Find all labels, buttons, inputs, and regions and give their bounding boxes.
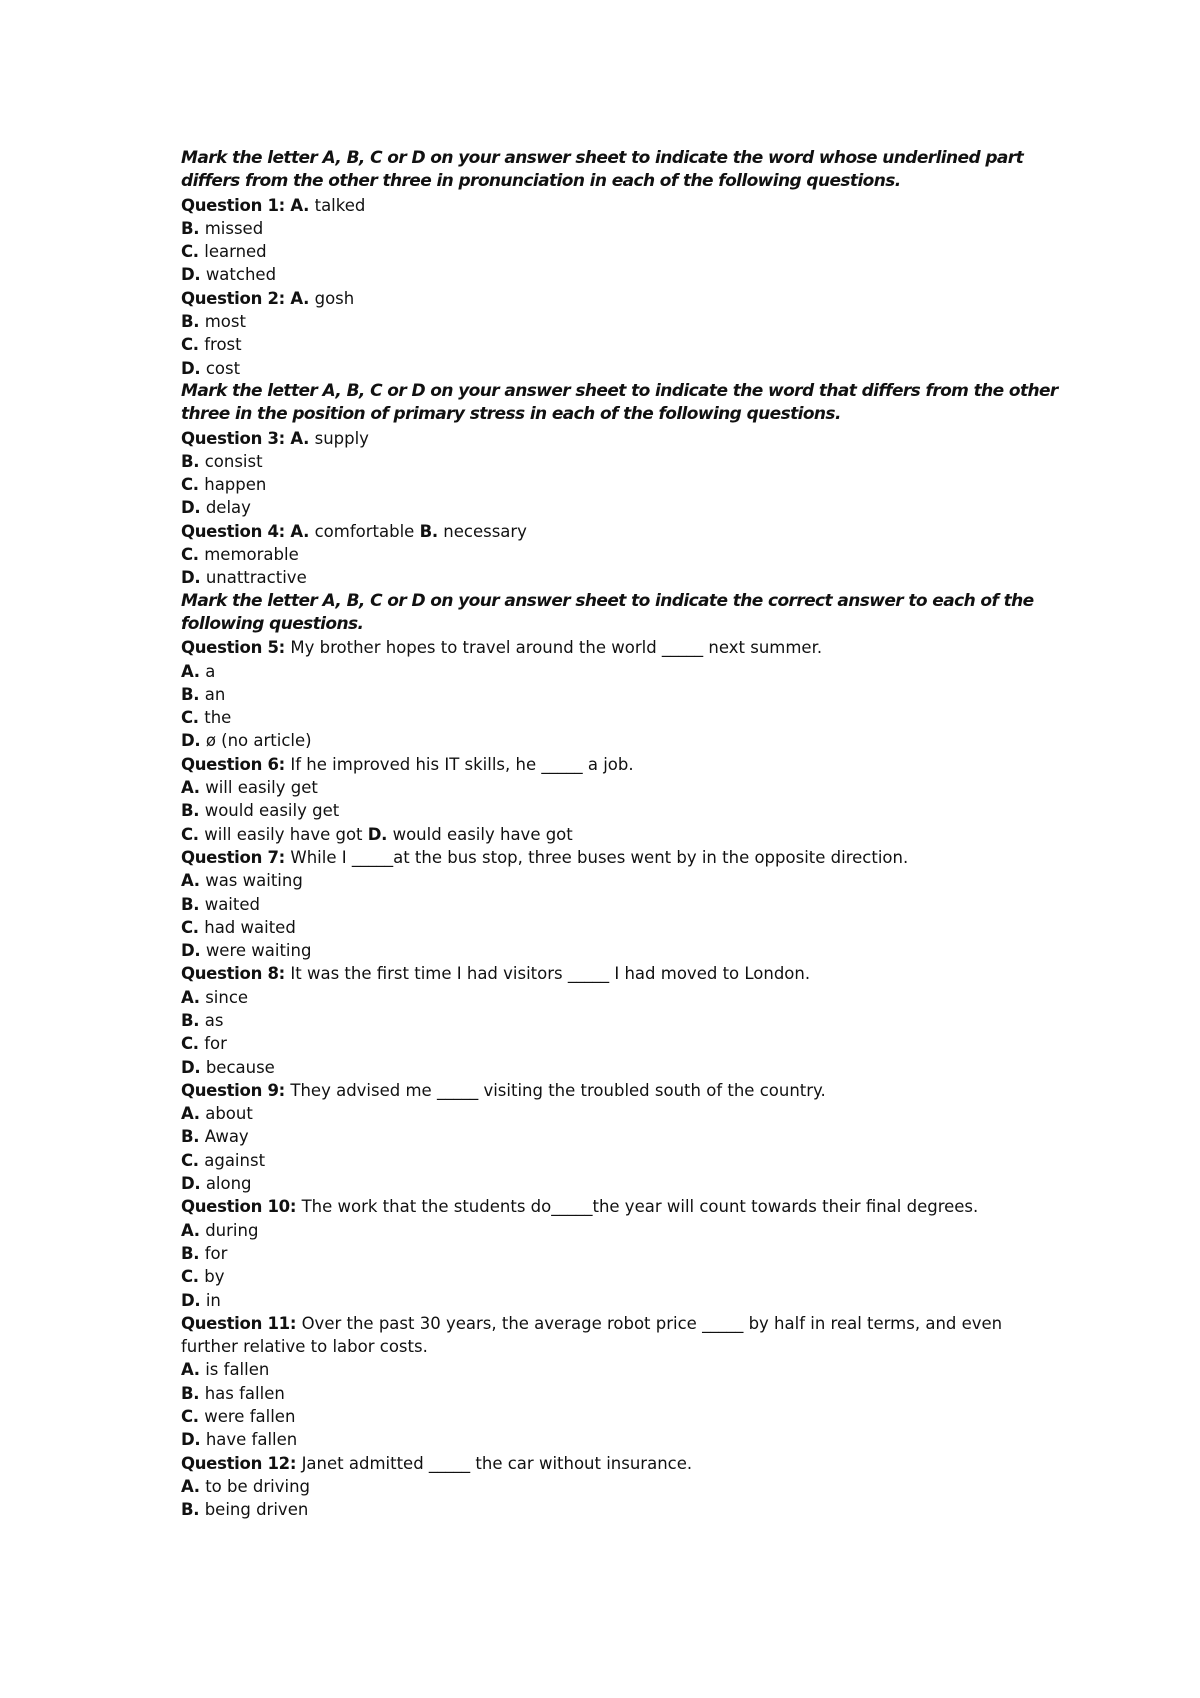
question-line (181, 823, 1061, 846)
answer-text: memorable (204, 545, 299, 565)
answer-text: My brother hopes to travel around the world _____ next summer. (290, 638, 823, 658)
question-line (181, 1172, 1061, 1195)
question-label: B. (181, 1010, 205, 1030)
section-instruction: Mark the letter A, B, C or D on your answer sheet to indicate the word that differs from the other three in the position of primary stress in each of the following questions. (181, 380, 1058, 425)
question-label: C. (181, 1150, 205, 1170)
question-label: A. (290, 521, 315, 541)
question-label: A. (181, 871, 206, 891)
question-line (181, 660, 1061, 683)
question-label: B. (181, 451, 205, 471)
question-line (181, 986, 1061, 1009)
question-line (181, 1289, 1061, 1312)
question-line (181, 916, 1061, 939)
answer-text: further relative to labor costs. (181, 1337, 428, 1357)
question-line (181, 1428, 1061, 1451)
question-line (181, 1102, 1061, 1125)
answer-text: Over the past 30 years, the average robot price _____ by half in real terms, and even (301, 1313, 1003, 1333)
answer-text: cost (205, 358, 241, 378)
section-instruction: Mark the letter A, B, C or D on your answer sheet to indicate the word whose underlined part differs from the other three in pronunciation in each of the following questions. (181, 148, 1024, 192)
question-line (181, 776, 1061, 799)
question-line (181, 636, 1061, 659)
section-instruction: Mark the letter A, B, C or D on your answer sheet to indicate the correct answer to each of the following questions. (181, 590, 1034, 634)
question-label: Question 12: (181, 1453, 302, 1473)
question-line (181, 310, 1061, 333)
question-label: C. (181, 708, 205, 728)
question-label: A. (290, 428, 315, 448)
answer-text: was waiting (205, 871, 303, 891)
question-label: A. (181, 661, 206, 681)
question-line (181, 1382, 1061, 1405)
question-label: B. (181, 1383, 205, 1403)
answer-text: for (204, 1243, 228, 1263)
answer-text: frost (204, 335, 242, 355)
question-label: Question 4: (181, 521, 291, 541)
question-line (181, 287, 1061, 310)
answer-text: has fallen (204, 1383, 285, 1403)
question-line (181, 893, 1061, 916)
question-label: Question 11: (181, 1313, 302, 1333)
question-line (181, 1312, 1061, 1335)
answer-text: necessary (443, 521, 527, 541)
question-line (181, 1475, 1061, 1498)
answer-text: have fallen (205, 1430, 298, 1450)
answer-text: as (204, 1010, 224, 1030)
question-line (181, 1219, 1061, 1242)
answer-text: will easily get (205, 778, 318, 798)
answer-text: a (205, 661, 216, 681)
question-label: D. (181, 941, 206, 961)
answer-text: for (204, 1034, 227, 1054)
question-label: A. (181, 987, 206, 1007)
question-line (181, 753, 1061, 776)
answer-text: supply (314, 428, 369, 448)
answer-text: consist (204, 451, 263, 471)
question-label: A. (181, 1220, 206, 1240)
question-label: Question 10: (181, 1197, 302, 1217)
question-label: A. (181, 1476, 206, 1496)
answer-text: will easily have got (204, 824, 368, 844)
question-label: B. (181, 1500, 205, 1520)
question-line (181, 1405, 1061, 1428)
answer-text: an (204, 684, 226, 704)
answer-text: during (205, 1220, 259, 1240)
answer-text: were waiting (205, 941, 312, 961)
question-label: Question 7: (181, 847, 291, 867)
question-line (181, 1195, 1061, 1218)
answer-text: It was the first time I had visitors _____ I had moved to London. (290, 964, 811, 984)
question-line (181, 1265, 1061, 1288)
question-label: A. (181, 778, 206, 798)
question-label: C. (181, 335, 205, 355)
answer-text: missed (204, 218, 264, 238)
question-line (181, 357, 1061, 380)
answer-text: would easily get (204, 801, 340, 821)
question-label: A. (181, 1104, 206, 1124)
question-line (181, 1009, 1061, 1032)
answer-text: watched (205, 265, 277, 285)
answer-text: While I _____at the bus stop, three buses went by in the opposite direction. (290, 847, 909, 867)
question-label: C. (181, 475, 205, 495)
question-line (181, 217, 1061, 240)
question-label: B. (181, 312, 205, 332)
question-label: D. (181, 265, 206, 285)
question-label: C. (181, 1407, 205, 1427)
question-line (181, 566, 1061, 589)
answer-text: Away (204, 1127, 249, 1147)
question-line (181, 846, 1061, 869)
answer-text: had waited (204, 917, 296, 937)
question-label: C. (181, 917, 205, 937)
question-line (181, 1498, 1061, 1521)
answer-text: were fallen (204, 1407, 296, 1427)
answer-text: being driven (204, 1500, 309, 1520)
question-label: Question 3: (181, 428, 291, 448)
answer-text: because (205, 1057, 275, 1077)
question-line (181, 869, 1061, 892)
question-line (181, 520, 1061, 543)
question-line (181, 706, 1061, 729)
question-label: B. (181, 894, 205, 914)
answer-text: gosh (314, 288, 355, 308)
question-label: D. (181, 1174, 206, 1194)
question-label: A. (290, 195, 315, 215)
answer-text: would easily have got (392, 824, 573, 844)
answer-text: in (205, 1290, 221, 1310)
answer-text: comfortable (314, 521, 420, 541)
question-label: Question 8: (181, 964, 291, 984)
answer-text: delay (205, 498, 251, 518)
question-line (181, 962, 1061, 985)
document-page (181, 147, 1061, 1522)
question-line (181, 450, 1061, 473)
question-label: D. (181, 358, 206, 378)
question-label: D. (181, 1430, 206, 1450)
question-label: Question 9: (181, 1080, 291, 1100)
question-line (181, 333, 1061, 356)
answer-text: since (205, 987, 249, 1007)
question-label: C. (181, 1034, 205, 1054)
question-label: D. (181, 1290, 206, 1310)
answer-text: learned (204, 242, 267, 262)
answer-text: about (205, 1104, 253, 1124)
answer-text: Janet admitted _____ the car without insurance. (301, 1453, 693, 1473)
question-line (181, 1032, 1061, 1055)
question-line (181, 194, 1061, 217)
question-label: D. (181, 498, 206, 518)
question-label: A. (181, 1360, 206, 1380)
question-label: B. (181, 1127, 205, 1147)
question-label: B. (181, 1243, 205, 1263)
question-label: A. (290, 288, 315, 308)
answer-text: unattractive (205, 568, 307, 588)
question-label: B. (181, 218, 205, 238)
question-line (181, 263, 1061, 286)
question-line (181, 799, 1061, 822)
question-line (181, 543, 1061, 566)
question-label: Question 1: (181, 195, 291, 215)
answer-text: the (204, 708, 232, 728)
question-label: B. (181, 801, 205, 821)
question-label: C. (181, 1267, 205, 1287)
question-line (181, 240, 1061, 263)
question-line (181, 496, 1061, 519)
question-label: Question 5: (181, 638, 291, 658)
answer-text: is fallen (205, 1360, 270, 1380)
question-label: D. (181, 731, 206, 751)
question-label: C. (181, 824, 205, 844)
question-line (181, 729, 1061, 752)
question-line (181, 1335, 1061, 1358)
question-line (181, 1149, 1061, 1172)
answer-text: ø (no article) (205, 731, 312, 751)
question-label: B. (419, 521, 444, 541)
answer-text: against (204, 1150, 266, 1170)
question-label: B. (181, 684, 205, 704)
answer-text: waited (204, 894, 260, 914)
question-line (181, 1242, 1061, 1265)
question-line (181, 939, 1061, 962)
question-label: Question 2: (181, 288, 291, 308)
answer-text: to be driving (205, 1476, 311, 1496)
question-line (181, 1125, 1061, 1148)
question-line (181, 427, 1061, 450)
answer-text: by (204, 1267, 225, 1287)
question-line (181, 1358, 1061, 1381)
question-line (181, 1079, 1061, 1102)
answer-text: talked (314, 195, 366, 215)
question-label: D. (181, 568, 206, 588)
question-label: D. (181, 1057, 206, 1077)
question-line (181, 1452, 1061, 1475)
question-label: D. (367, 824, 393, 844)
answer-text: happen (204, 475, 267, 495)
question-label: C. (181, 242, 205, 262)
question-label: Question 6: (181, 754, 291, 774)
answer-text: most (204, 312, 246, 332)
question-line (181, 1056, 1061, 1079)
answer-text: If he improved his IT skills, he _____ a job. (290, 754, 634, 774)
question-line (181, 683, 1061, 706)
question-line (181, 473, 1061, 496)
question-label: C. (181, 545, 205, 565)
answer-text: They advised me _____ visiting the troubled south of the country. (290, 1080, 826, 1100)
answer-text: The work that the students do_____the year will count towards their final degrees. (301, 1197, 979, 1217)
answer-text: along (205, 1174, 252, 1194)
